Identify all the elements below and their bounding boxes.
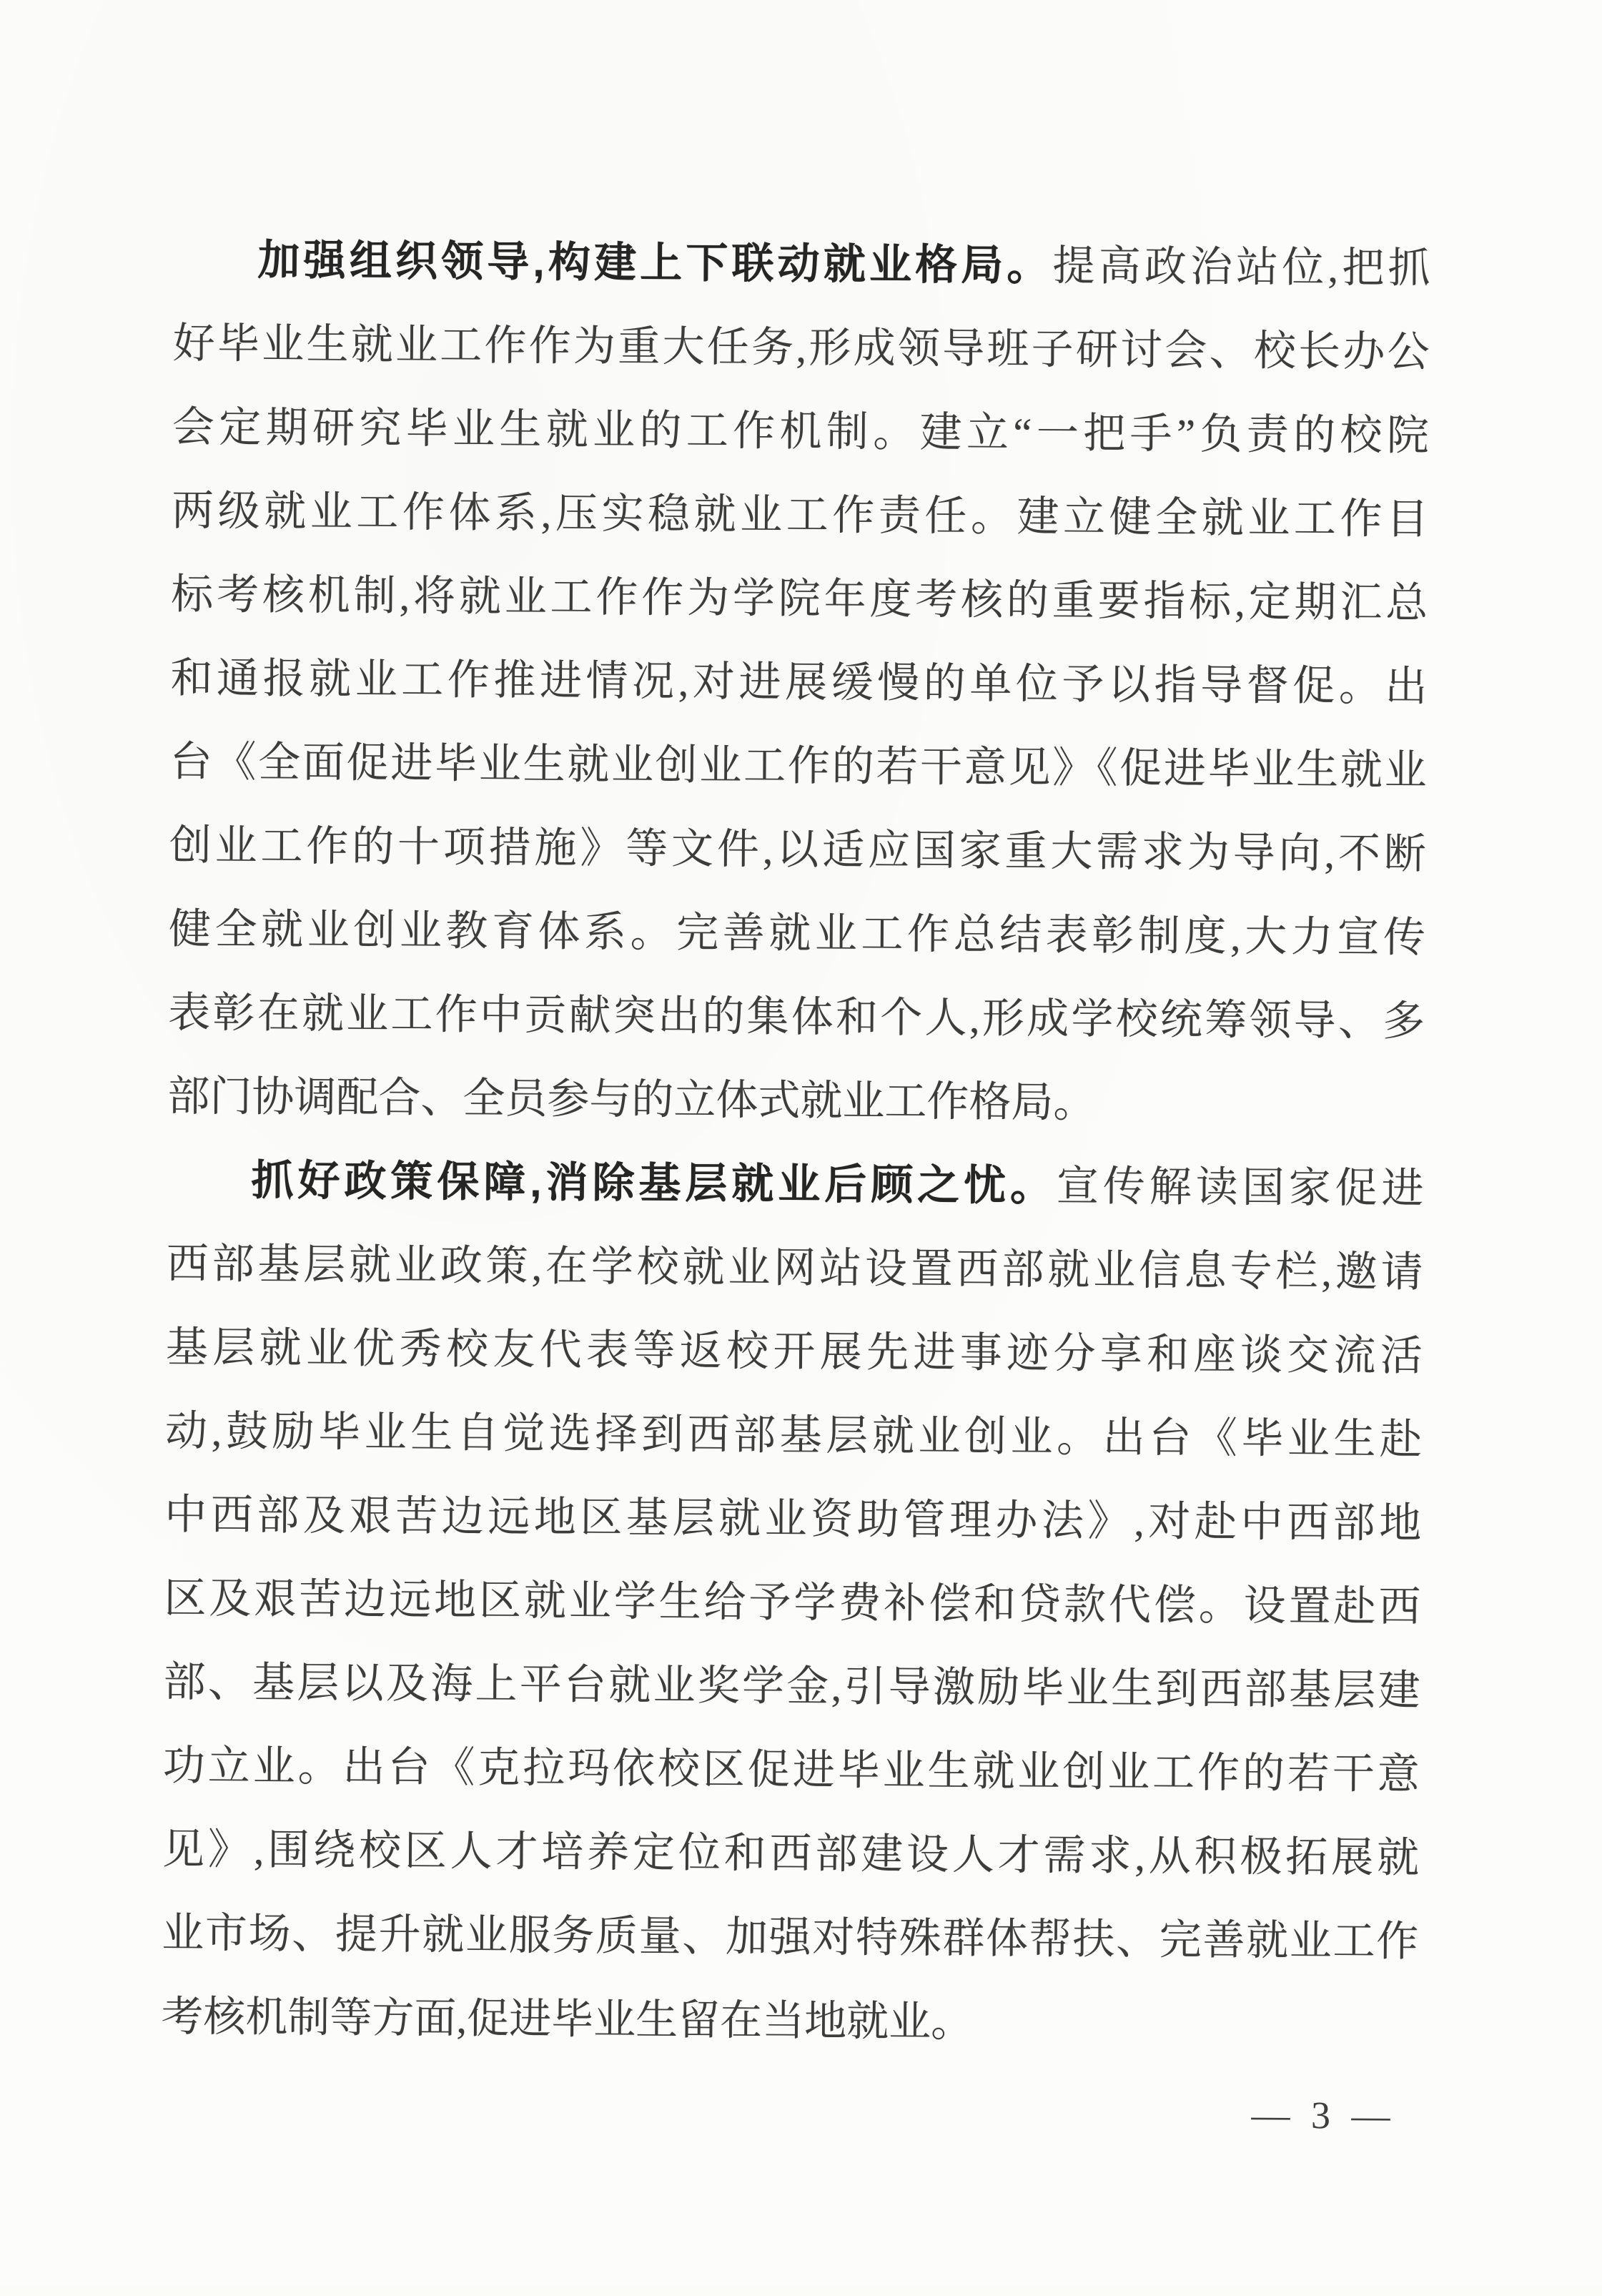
text-segment: 中西部及艰苦边远地区基层就业资助管理办法》,对赴中西部地 [164, 1490, 1422, 1547]
text-segment: 标考核机制,将就业工作作为学院年度考核的重要指标,定期汇总 [171, 570, 1428, 627]
text-line [167, 1138, 1424, 1231]
text-segment: 两级就业工作体系,压实稳就业工作责任。建立健全就业工作目 [171, 486, 1429, 543]
page-number: — 3 — [1251, 2093, 1396, 2137]
text-line [172, 385, 1430, 478]
text-line [162, 1724, 1420, 1816]
text-line [169, 720, 1427, 812]
text-line [173, 218, 1430, 310]
text-segment: 健全就业创业教育体系。完善就业工作总结表彰制度,大力宣传 [168, 905, 1426, 962]
text-line [172, 469, 1429, 561]
paragraph [167, 218, 1430, 1147]
text-segment: 业市场、提升就业服务质量、加强对特殊群体帮扶、完善就业工作 [161, 1908, 1419, 1966]
text-line [162, 1808, 1420, 1900]
text-segment: 区及艰苦边远地区就业学生给予学费补偿和贷款代偿。设置赴西 [164, 1574, 1421, 1631]
paragraph-lead-bold: 加强组织领导,构建上下联动就业格局。 [257, 236, 1053, 290]
text-segment: 部、基层以及海上平台就业奖学金,引导激励毕业生到西部基层建 [163, 1657, 1420, 1715]
document-body [161, 218, 1430, 2067]
text-line [171, 553, 1428, 645]
paragraph [161, 1138, 1424, 2067]
text-line [163, 1640, 1420, 1733]
text-line [164, 1557, 1421, 1649]
text-line [170, 636, 1428, 729]
text-line [166, 1306, 1423, 1398]
text-line [166, 1222, 1423, 1314]
text-segment: 见》,围绕校区人才培养定位和西部建设人才需求,从积极拓展就 [162, 1825, 1420, 1882]
text-line [167, 1055, 1425, 1147]
text-segment: 动,鼓励毕业生自觉选择到西部基层就业创业。出台《毕业生赴 [164, 1406, 1423, 1464]
text-segment: 和通报就业工作推进情况,对进展缓慢的单位予以指导督促。出 [170, 654, 1428, 711]
text-segment: 会定期研究毕业生就业的工作机制。建立“一把手”负责的校院 [172, 403, 1430, 460]
text-segment: 考核机制等方面,促进毕业生留在当地就业。 [161, 1992, 974, 2046]
text-line [168, 971, 1425, 1063]
text-segment: 西部基层就业政策,在学校就业网站设置西部就业信息专栏,邀请 [166, 1239, 1423, 1296]
text-line [172, 302, 1430, 394]
text-line [165, 1389, 1423, 1482]
text-line [169, 887, 1426, 980]
text-segment: 基层就业优秀校友代表等返校开展先进事迹分享和座谈交流活 [165, 1323, 1423, 1380]
paragraph-lead-bold: 抓好政策保障,消除基层就业后顾之忧。 [251, 1156, 1057, 1210]
text-line [162, 1891, 1419, 1984]
text-segment: 表彰在就业工作中贡献突出的集体和个人,形成学校统筹领导、多 [167, 988, 1425, 1045]
text-segment: 部门协调配合、全员参与的立体式就业工作格局。 [167, 1072, 1096, 1126]
text-segment: 功立业。出台《克拉玛依校区促进毕业生就业创业工作的若干意 [162, 1741, 1420, 1798]
text-line [169, 804, 1426, 896]
text-line [161, 1975, 1418, 2067]
text-segment: 创业工作的十项措施》等文件,以适应国家重大需求为导向,不断 [169, 821, 1427, 878]
text-segment: 提高政治站位,把抓 [1052, 242, 1430, 292]
text-segment: 宣传解读国家促进 [1056, 1162, 1424, 1213]
text-segment: 好毕业生就业工作作为重大任务,形成领导班子研讨会、校长办公 [172, 319, 1430, 376]
text-segment: 台《全面促进毕业生就业创业工作的若干意见》《促进毕业生就业 [169, 737, 1427, 794]
text-line [164, 1473, 1422, 1565]
